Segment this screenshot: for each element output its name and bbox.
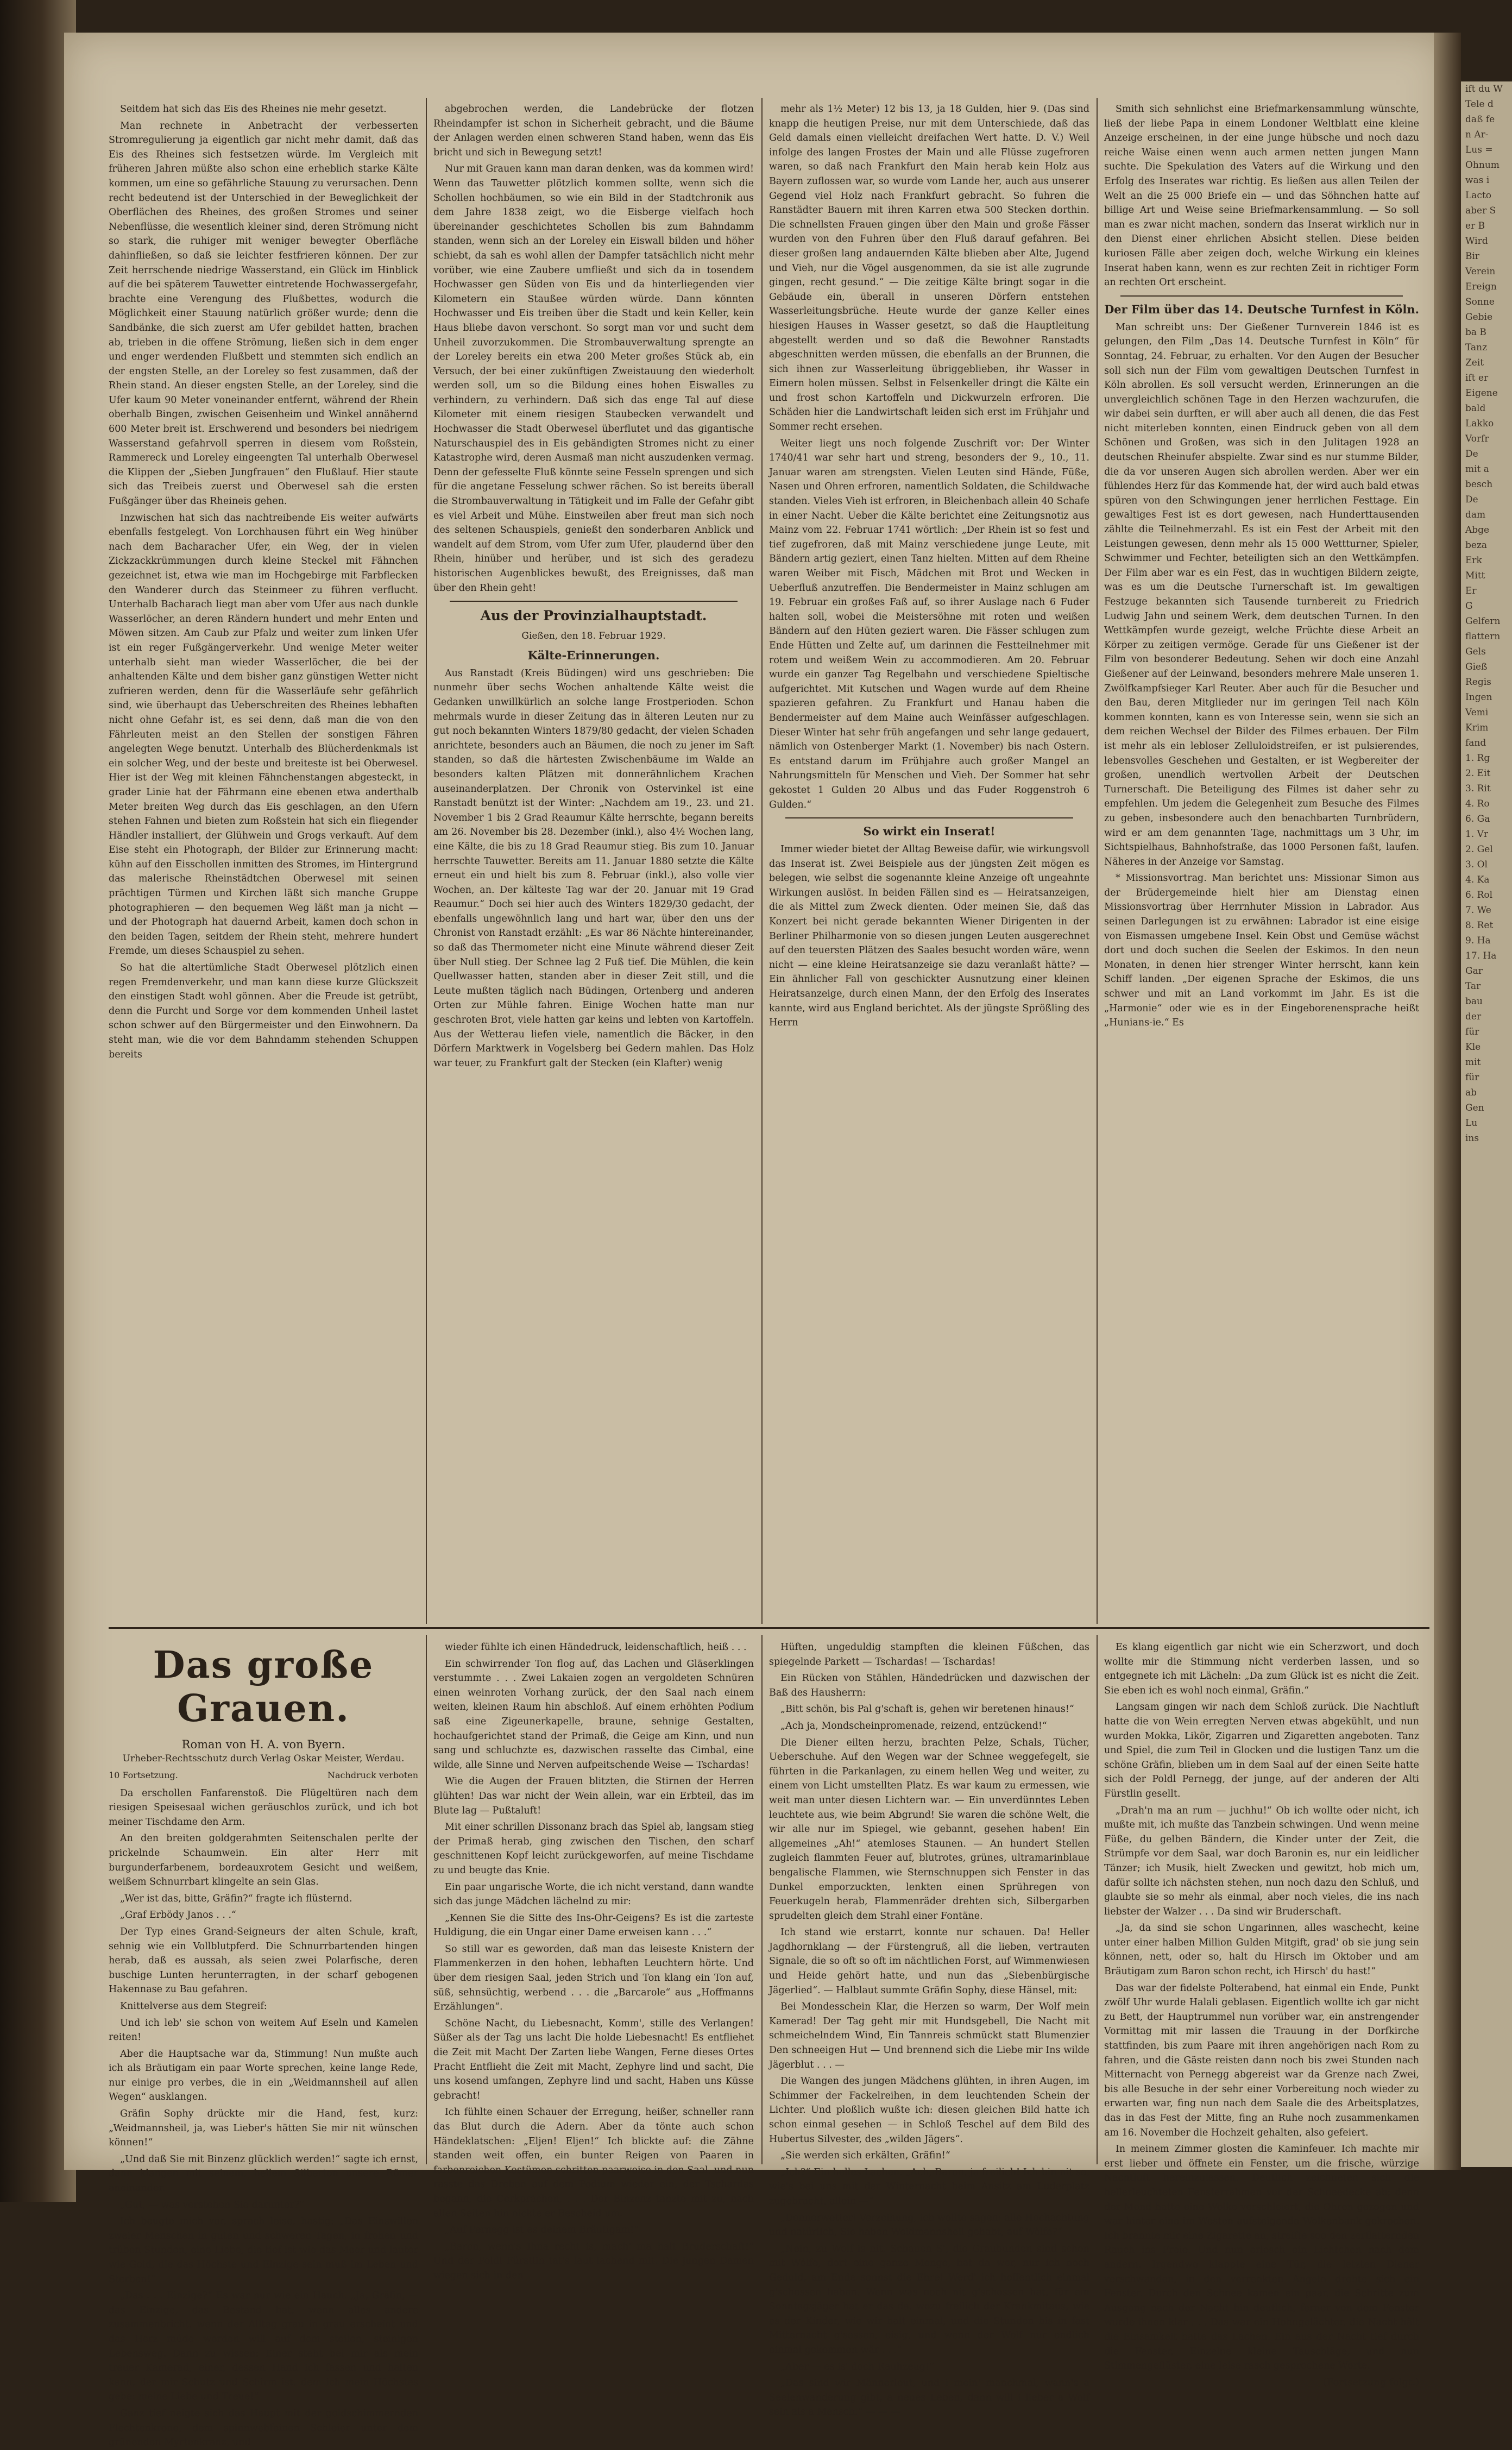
margin-text-fragment: aber S — [1465, 205, 1496, 216]
turnfest-film-article — [1104, 320, 1419, 1030]
novel-paragraph: Gräfin Sophy drückte mir die Hand, fest, kurz: „Weidmannsheil, ja, was Lieber's hätten Sie mir nit wünschen können!“ — [109, 2108, 418, 2149]
margin-text-fragment: G — [1465, 601, 1473, 612]
margin-text-fragment: 9. Ha — [1465, 935, 1491, 946]
advert-effect-continued — [1104, 102, 1419, 290]
article-column-2 — [433, 102, 754, 1617]
cold-memories-article — [433, 666, 754, 1071]
novel-text-part2 — [433, 1640, 754, 2283]
feuilleton-separator-rule — [109, 1627, 1429, 1629]
margin-text-fragment: Gels — [1465, 646, 1486, 657]
article-paragraph: Inzwischen hat sich das nachtreibende Eis weiter aufwärts ebenfalls festgelegt. Von Lorchhausen führt ein Weg hinüber nach dem Bacharacher Ufer, ein Weg, der in vielen Zickzackkrümmungen durch kleine Steckel mit Fähnchen gezeichnet ist, etwa wie man im Hochgebirge mit Farbflecken den Wanderer durch das Steinmeer zu führen verflucht. Unterhalb Bacharach liegt man aber vom Ufer aus nach dunkle Wasserlöcher, an deren Rändern hundert und mehr Enten und Möwen sitzen. Am Caub zur Pfalz und weiter zum linken Ufer ist ein reger Fußgängerverkehr. Und wenige Meter weiter unterhalb sieht man wieder Wasserlöcher, die bei der anhaltenden Kälte und dem bisher ganz günstigen Wetter nicht zufrieren werden, denn für die Wasserläufe sehr gefährlich sind, wie überhaupt das Ueberschreiten des Rheines lebhaften nicht ohne Gefahr ist, es sei denn, daß man die von den Fährleuten meist an den Stellen der sonstigen Fähren angelegten Wege benutzt. Unterhalb des Blücherdenkmals ist ein solcher Weg, und der beste und breiteste ist bei Oberwesel. Hier ist der Weg mit kleinen Fähnchenstangen abgesteckt, in grader Linie hat der Fährmann eine ebenen etwa anderthalb Meter breiten Weg durch das Eis geschlagen, an den Ufern stehen Fahnen und bieten zum Roßstein hat sich ein fliegender Händler installiert, der Glühwein und Grogs verkauft. Auf dem Eise steht ein Photograph, der Bilder zur Erinnerung macht: kühn auf den Eisschollen inmitten des Stromes, im Hintergrund das malerische Rheinstädtchen Oberwesel mit seinen prächtigen Türmen und Kirchen läßt sich manche Gruppe photographieren — den bequemen Weg läßt man ja nicht — und der Photograph hat dauernd Arbeit, kamen doch schon in den beiden Tagen, seitdem der Rhein steht, mehrere hundert Fremde, um dieses Schauspiel zu sehen. — [109, 512, 418, 957]
margin-text-fragment: mit a — [1465, 464, 1489, 475]
novel-paragraph: Ein Rücken von Stählen, Händedrücken und dazwischen der Baß des Hausherrn: — [769, 1673, 1089, 1698]
novel-paragraph: „Ich?“ Ein helles Lachen. „Ach, Baron, ja freilich! Ich bin nit so, wie's bei uns mit der Winternacht beim Ansitz am Luderplatz zugebracht, allein —“ — [769, 2166, 1089, 2207]
margin-text-fragment: 2. Gel — [1465, 844, 1493, 855]
novel-paragraph: „Das sind wir Männerleut, und i mein' manchmal, wann's a Seelenwanderung gibt, a neues Leben, dann will i lieber a Wolf sein als a Mensch.“ — — — — [769, 2378, 1089, 2418]
novel-paragraph: Wie die Augen der Frauen blitzten, die Stirnen der Herren glühten! Das war nicht der Wein allein, war ein Erbteil, das im Blute lag — Pußtaluft! — [433, 1776, 754, 1816]
novel-paragraph: „Bitt schön, bis Pal g'schaft is, gehen wir beretenen hinaus!“ — [780, 1704, 1074, 1715]
margin-text-fragment: Wird — [1465, 236, 1488, 247]
margin-text-fragment: was i — [1465, 175, 1490, 186]
novel-paragraph: Und ich leb' sie schon von weitem Auf Eseln und Kamelen reiten! — [109, 2017, 418, 2043]
novel-paragraph: „Nein, zu Wolf is nit. Schauen S', die Graubunden sind schon mit Wölfe, dort eine ganze Menge, hat da wer, nur ich noch Geduld, am Ende sonnst die Ehre! Werd' ich hoffentlich einmal g'schossen haben. Wenn was noch nit g'schossen hat, für ein Sonntagsjäger hat er das da, wozu freilich der Krankmitaus, wie es der Kinder, wie wir halt einmal, und die Stunden bis in fast Mitternacht g'sessen, eisig, und wenn der Wolf nur endlich einmal gekommen wär . . .“ — [769, 2243, 1089, 2355]
article-paragraph: Nur mit Grauen kann man daran denken, was da kommen wird! Wenn das Tauwetter plötzlich kommen sollte, wenn sich die Schollen hochbäumen, so wie ein Bild in der Stadtchronik aus dem Jahre 1838 zeigt, wo die Eisberge vielfach hoch übereinander geschichtetes Schollen bis zum Bahndamm standen, wenn sich an der Loreley ein Eiswall bilden und höher schiebt, da sah es wohl allen der Dampfer tatsächlich nicht mehr vorüber, wie eine Zaubere umfließt und sich da in tosendem Hochwasser gen Süden von Eis und da hinterliegenden vier Kilometern ein Staußee würden würde. Dann könnten Hochwasser und Eis treiben über die Stadt und kein Keller, kein Haus bliebe davon verschont. So sorgt man vor und sucht dem Unheil zuvorzukommen. Die Strombauverwaltung sprengte an der Loreley bereits ein etwa 200 Meter großes Stück ab, ein Versuch, der bei einer zukünftigen Zweistauung den wiederholt werden soll, um so die Bildung eines hohen Eiswalles zu verhindern, zu verhindern. Daß sich das enge Tal auf diese Kilometer mit einem riesigen Staubecken verwandelt und Hochwasser die Stadt Oberwesel überflutet und das gigantische Naturschauspiel des in Eis gebändigten Stromes nicht zu einer Katastrophe wird, deren Ausmaß man nicht auszudenken vermag. Denn der gefesselte Fluß könnte seine Fesseln sprengen und sich für die angetane Fesselung schwer rächen. So ist bereits überall die Strombauverwaltung in Tätigkeit und im Falle der Gefahr gibt es viel Arbeit und Mühe. Einstweilen aber freut man sich noch des seltenen Schauspiels, genießt den sonderbaren Anblick und wandelt auf dem Strom, vom Ufer zum Ufer, plaudernd über den Rhein, hinüber und herüber, und ist sich des geradezu historischen Augenblickes bewußt, des Ereignisses, daß man über den Rhein geht! — [433, 163, 754, 594]
margin-text-fragment: Lu — [1465, 1118, 1478, 1129]
margin-text-fragment: Ereign — [1465, 281, 1497, 292]
margin-text-fragment: Tele d — [1465, 99, 1494, 110]
book-gutter — [1434, 33, 1461, 2170]
margin-text-fragment: 4. Ka — [1465, 874, 1490, 885]
margin-text-fragment: Mitt — [1465, 570, 1485, 581]
novel-paragraph: Ich beugte mich vor, sprach leise, hastig: „Das Einswillen zweier Menschen in guten und schweren Tagen, in frohen und trüben Stunden, eine Liebe, die tief ist wie das Meer und lauter wie Gold, die das Höchste und Einzige sein muß im Leben und Sterben!“ — [109, 2216, 418, 2285]
provincial-dateline: Gießen, den 18. Februar 1929. — [521, 631, 666, 642]
section-divider — [450, 601, 738, 602]
novel-paragraph: Knittelverse aus dem Stegreif: — [120, 2000, 267, 2012]
novel-paragraph: Hüften, ungeduldig stampften die kleinen Füßchen, das spiegelnde Parkett — Tschardas! — Tschardas! — [769, 1642, 1089, 1667]
margin-text-fragment: dam — [1465, 509, 1486, 520]
article-paragraph: mehr als 1½ Meter) 12 bis 13, ja 18 Gulden, hier 9. (Das sind knapp die heutigen Preise, nur mit dem Unterschiede, daß das Geld damals einen vielleicht dreifachen Wert hatte. D. V.) Weil infolge des langen Frostes der Main und alle Flüsse zugefroren waren, so daß nach Frankfurt den Main herab kein Holz aus Bayern zuflossen war, so wurde vom Lande her, auch aus unserer Gegend viel Holz nach Frankfurt gebracht. So fuhren die Ranstädter Bauern mit ihren Karren etwa 500 Stecken dorthin. Die schnellsten Frauen gingen über den Main und große Fässer wurden von den Fuhren über den Fluß darauf gefahren. Bei dieser großen lang andauernden Kälte blieben aber Alte, Jugend und Vieh, nur die Vögel ausgenommen, da sie ist alle zugrunde gingen, recht gesund.“ — Die zeitige Kälte bringt sogar in die Gebäude ein, überall in unseren Dörfern entstehen Wasserleitungsbrüche. Heute wurde der ganze Keller eines hiesigen Hauses in Wasser gesetzt, so daß die Hauptleitung abgestellt werden und so daß die Bewohner Ranstadts abgeschnitten werden müssen, die ebenfalls an der Brunnen, die sich ihnen zur Wasserleitung übriggeblieben, ihr Wasser in Eimern holen müssen. Selbst in Felsenkeller dringt die Kälte ein und frost schon Kartoffeln und Dickwurzeln erfroren. Die Schäden hier die Landwirtschaft leiden sich erst im Frühjahr und Sommer recht ersehen. — [769, 104, 1089, 433]
novel-paragraph: Das war der fidelste Polterabend, hat einmal ein Ende, Punkt zwölf Uhr wurde Halali geblasen. Eigentlich wollte ich gar nicht zu Bett, der Hauptrummel nun vorüber war, ein anstrengender Vormittag mit mir lassen die Trauung in der Dorfkirche stattfinden, bis zum Paare mit ihren angehörigen nach Rom zu fahren, und die Gäste reisten dann noch bis zwei Stunden nach Mitternacht von Pernegg abgereist war da Grenze nach Zwei, bis alle Besuche in der sehr einer Vorbereitung noch wieder zu erwarten war, fing nun nach dem Saale die des Arbeitsplatzes, das in das Fest der Mitte, fing an Ruhe noch zusammenkamen am 16. November die Hochzeit gehalten, also gefeiert. — [1104, 1982, 1419, 2138]
novel-column-2 — [433, 1640, 754, 2281]
margin-text-fragment: De — [1465, 494, 1478, 505]
reprint-notice: Nachdruck verboten — [327, 1770, 418, 1780]
novel-column-1 — [109, 1640, 418, 2448]
margin-text-fragment: Lacto — [1465, 190, 1492, 201]
novel-paragraph: Mit einer schrillen Dissonanz brach das Spiel ab, langsam stieg der Primaß herab, ging zwischen den Tischen, den scharf geschnittenen Kopf leicht zurückgeworfen, auf meine Tischdame zu und beugte das Knie. — [433, 1822, 754, 1876]
novel-paragraph: „Sie werden sich erkälten, Gräfin!“ — [780, 2150, 950, 2162]
margin-text-fragment: 7. We — [1465, 905, 1491, 916]
margin-text-fragment: flattern — [1465, 631, 1501, 642]
margin-text-fragment: 6. Rol — [1465, 890, 1493, 900]
article-paragraph: Seitdem hat sich das Eis des Rheines nie mehr gesetzt. — [120, 104, 387, 115]
novel-paragraph: „Gut, — was verstehen Sie darunter?“ — [120, 2199, 305, 2210]
margin-text-fragment: Gen — [1465, 1103, 1484, 1113]
margin-text-fragment: Gieß — [1465, 662, 1488, 672]
rhine-ice-article-part2 — [433, 102, 754, 595]
novel-paragraph: An den breiten goldgerahmten Seitenschalen perlte der prickelnde Schaumwein. Ein alter Herr mit burgunderfarbenem, bordeauxrotem Gesicht und weißem, weißem Schnurrbart klingelte an sein Glas. — [109, 1833, 418, 1888]
article-paragraph: * Missionsvortrag. Man berichtet uns: Missionar Simon aus der Brüdergemeinde hielt hier am Dienstag einen Missionsvortrag über Herrnhuter Mission in Labrador. Aus seinen Darlegungen ist zu erwähnen: Labrador ist eine eisige von Eismassen umgebene Insel. Kein Obst und Gemüse wächst dort und doch suchen die Seelen der Eskimos. In den neun Monaten, in denen hier strenger Winter herrscht, kann kein Schiff landen. „Der eigenen Sprache der Eskimos, die uns schwer und mit an Land vorkommt im Jahr. Es ist die „Harmonie“ oder wie es in der Eingeborenensprache heißt „Hunians-ie.“ Es — [1104, 873, 1419, 1029]
column-rule — [761, 1635, 763, 2164]
novel-paragraph: „Und daß Sie mit Binzenz glücklich werden!“ sagte ich ernst, dann klangen mit seinem, hellem Silberton unsere Römer aneinander. — [109, 2153, 418, 2194]
rhine-ice-article-part1 — [109, 102, 418, 1062]
installment-number: 10 Fortsetzung. — [109, 1770, 178, 1780]
margin-text-fragment: Eigene — [1465, 388, 1498, 399]
novel-paragraph: Aber die Hauptsache war da, Stimmung! Nun mußte auch ich als Bräutigam ein paar Worte sprechen, keine lange Rede, nur einige pro verbes, die in ein „Weidmannsheil auf allen Wegen“ ausklangen. — [109, 2048, 418, 2103]
margin-text-fragment: Gelfern — [1465, 616, 1501, 627]
novel-column-4 — [1104, 1640, 1419, 2388]
margin-text-fragment: Zeit — [1465, 357, 1484, 368]
margin-text-fragment: bald — [1465, 403, 1486, 414]
novel-paragraph: wieder fühlte ich einen Händedruck, leidenschaftlich, heiß . . . — [445, 1642, 747, 1653]
advert-effect-article — [769, 842, 1089, 1030]
margin-text-fragment: Kle — [1465, 1042, 1481, 1053]
novel-paragraph: Da erschollen Fanfarenstoß. Die Flügeltüren nach dem riesigen Speisesaal wichen geräuschlos zurück, und ich bot meiner Tischdame den Arm. — [109, 1787, 418, 1828]
margin-text-fragment: Bir — [1465, 251, 1480, 262]
margin-text-fragment: Gebie — [1465, 312, 1493, 323]
article-paragraph: Immer wieder bietet der Alltag Beweise dafür, wie wirkungsvoll das Inserat ist. Zwei Beispiele aus der jüngsten Zeit mögen es belegen, wie selbst die sogenannte kleine Anzeige oft ungeahnte Wirkungen auslöst. In beiden Fällen sind es — Heiratsanzeigen, die als Mittel zum Zweck dienten. Oder meinen Sie, daß das Konzert bei nicht gerade bekannten Wiener Dirigenten in der Berliner Philharmonie von so diesen jungen Leuten ausgerechnet auf den teuersten Plätzen des Saales besucht worden wäre, wenn nicht — eine kleine Heiratsanzeige sie dazu veranlaßt hätte? — Ein ähnlicher Fall von geschickter Ausnutzung einer kleinen Heiratsanzeige, durch einen Mann, der den Erfolg des Inserates kannte, wird aus England berichtet. Als der jüngste Sprößling des Herrn — [769, 844, 1089, 1029]
novel-paragraph: Schöne Nacht, du Liebesnacht, Komm', stille des Verlangen! Süßer als der Tag uns lacht Die holde Liebesnacht! Es entfliehet die Zeit mit Macht Der Zarten liebe Wangen, Ferne dieses Ortes Pracht Entflieht die Zeit mit Macht, Zephyre lind und sacht, Die uns kosend umfangen, Zephyre lind und sacht, Haben uns Küsse gebracht! — [433, 2018, 754, 2101]
novel-paragraph: „Auf Pernegg ist es deinem Bräutigam!“ — [445, 2225, 639, 2236]
margin-text-fragment: besch — [1465, 479, 1493, 490]
margin-text-fragment: Krim — [1465, 722, 1489, 733]
margin-text-fragment: der — [1465, 1011, 1482, 1022]
novel-paragraph: „Donnerwetter! Verzeihung, ich wollte sagen: alle Hochachtung und natürlich, Sie haben Weidmannsheil gehabt, auf Wölfe?“ — [769, 2212, 1089, 2238]
margin-text-fragment: De — [1465, 449, 1478, 459]
novel-byline: Roman von H. A. von Byern. — [181, 1738, 345, 1751]
novel-paragraph: Ich stand wie erstarrt, konnte nur schauen. Da! Heller Jagdhornklang — der Fürstengruß, all die lieben, vertrauten Signale, die so oft so oft im nächtlichen Forst, auf Wimmenwiesen und Heide gehört hatte, und nun das „Siebenbürgische Jägerlied“. — Halblaut summte Gräfin Sophy, diese Hänsel, mit: — [769, 1927, 1089, 1996]
margin-text-fragment: bau — [1465, 996, 1483, 1007]
novel-paragraph: Die Wangen des jungen Mädchens glühten, in ihren Augen, im Schimmer der Fackelreihen, in dem leuchtenden Schein der Lichter. Und ploßlich wußte ich: diesen gleichen Bild hatte ich schon einmal gesehen — in Schloß Teschel auf dem Bild des Hubertus Silvester, des „wilden Jägers“. — [769, 2076, 1089, 2145]
novel-paragraph: „Kennen Sie die Sitte des Ins-Ohr-Geigens? Es ist die zarteste Huldigung, die ein Ungar einer Dame erweisen kann . . .“ — [433, 1912, 754, 1938]
margin-text-fragment: 3. Rit — [1465, 783, 1491, 794]
article-column-1 — [109, 102, 418, 1617]
novel-paragraph: „Baron, wenn's Ihna recht is, mach' ma halt Bruderschaft!“ Und der Poldl Fürstlin tat's laut lachend mit. Die jungen Damen wiegen sich in den — [433, 2241, 754, 2281]
article-paragraph: So hat die altertümliche Stadt Oberwesel plötzlich einen regen Fremdenverkehr, und man kann diese kurze Glückszeit den einstigen Stadt wohl gönnen. Aber die Freude ist getrübt, denn die Furcht und Sorge vor dem kommenden Unheil lastet schon schwer auf den Bürgermeister und den Einwohnern. Da steht man, wie die vor dem Bahndamm stehenden Schuppen bereits — [109, 962, 418, 1060]
margin-text-fragment: Verein — [1465, 266, 1496, 277]
margin-text-fragment: 1. Rg — [1465, 753, 1490, 764]
novel-paragraph: In meinem Zimmer glosten die Kaminfeuer. Ich machte mir erst lieber und öffnete ein Fenster, um die frische, würzige Nachtluft hereinzulassen. Deutlich zeichneten sich die hellerleuchteten Fensterrahmen vor der Schneedecke ab; denn der Mond hatte eine Wolke verschleiert, die Ohren gezogen und war hinter eine im Westen aufsteigende Wolkenbank gekrochen. Ich brannte mir eine Zigarette an, streifte soo den zerflatternden Rauch ins Freie. Und nun erlosch ein Lichtchen nach dem andern. Irgendwo klappte eine Tür, die letzten Diener verschwanden, in den verrenkten Angeln drehte sich ein Fenster. Durch den Schnee kamen ein paar, die Schritte zum Ausgang nach der Nacht hin deutlich, ferner von dem Fenster wurde ihnen klar . . . Das war ein Hohngelächter, die Nacht hält die Einsamkeit hatte das Lachen. Ein aus der Nacht tief durch die Fenster, Einzelne kleine Tauschläge, und nun Stimmengeflüster, eine leise rasch gesprochene Worte. — [1104, 2144, 1419, 2372]
article-paragraph: Weiter liegt uns noch folgende Zuschrift vor: Der Winter 1740/41 war sehr hart und streng, besonders der 9., 10., 11. Januar waren am strengsten. Vielen Leuten sind Hände, Füße, Nasen und Ohren erfroren, namentlich Soldaten, die Schildwache standen. Vieles Vieh ist erfroren, in Bleichenbach allein 40 Schafe in einer Nacht. Ueber die Kälte berichtet eine Zeitungsnotiz aus Mainz vom 22. Februar 1741 wörtlich: „Der Rhein ist so fest und tief zugefroren, daß mit Mainz verschiedene junge Leute, mit Bändern artig geziert, einen Tanz hielten. Mitten auf dem Rheine waren Weiber mit Fisch, Mädchen mit Brot und Wecken in Ueberfluß anzutreffen. Die Bendermeister in Mainz schlugen am 19. Februar ein großes Faß auf, so ihrer Auslage nach 6 Fuder halten soll, wobei die Meistersöhne mit roten und weißen Bändern auf den Hüten geziert waren. Die Fässer schlugen zum Ende Hütten und Zelte auf, um darinnen die Festteilnehmer mit rotem und weißem Wein zu accommodieren. Am 20. Februar wurde ein ganzer Tag Regelbahn und verschiedene Spieltische aufgerichtet. Mit Kutschen und Wagen wurde auf dem Rheine spazieren gefahren. Zu Frankfurt und Hanau haben die Bendermeister auf dem Maine auch Weinfässer aufgeschlagen. Dieser Winter hat sehr früh angefangen und sehr lange gedauert, nämlich von Ostenberger Markt (1. November) bis nach Ostern. Es entstand darum im Frühjahre auch großer Mangel an Nahrungsmitteln für Menschen und Vieh. Der Sommer hat sehr gekostet 1 Gulden 20 Albus und das Fuder Roggenstroh 6 Gulden.“ — [769, 438, 1089, 810]
newspaper-page — [64, 33, 1448, 2448]
margin-text-fragment: mit — [1465, 1057, 1481, 1068]
adjacent-page-text — [1461, 81, 1512, 1146]
novel-paragraph: „Wer ist das, bitte, Gräfin?“ fragte ich flüsternd. — [120, 1893, 352, 1904]
novel-paragraph: So still war es geworden, daß man das leiseste Knistern der Flammenkerzen in den hohen, lebhaften Leuchtern hörte. Und über dem riesigen Saal, jeden Strich und Ton klang ein Ton auf, süß, sehnsüchtig, werbend . . . die „Barcarole“ aus „Hoffmanns Erzählungen“. — [433, 1943, 754, 2013]
margin-text-fragment: Tanz — [1465, 342, 1488, 353]
novel-paragraph: „Graf Erbödy Janos . . .“ — [120, 1910, 236, 1921]
article-paragraph: Aus Ranstadt (Kreis Büdingen) wird uns geschrieben: Die nunmehr über sechs Wochen anhaltende Kälte weist die Gedanken unwillkürlich an solche lange Frostperioden. Schon mehrmals wurde in dieser Zeitung das in älteren Leuten nur zu gut noch bekannten Winters 1879/80 gedacht, der vielen Schaden anrichtete, besonders auch an Bäumen, die noch zu jener im Saft standen, so daß die härtesten Zwischenbäume im Walde an besonders kalten Plätzen mit donnerähnlichem Krachen auseinanderplatzen. Der Chronik von Ostervinkel ist eine Ranstadt benützt ist der Winter: „Nachdem am 19., 23. und 21. November 1 bis 2 Grad Reaumur Kälte herrschte, begann bereits am 26. November bis 28. Dezember (inkl.), also 4½ Wochen lang, eine Kälte, die bis zu 18 Grad Reaumur stieg. Bis zum 10. Januar herrschte Tauwetter. Bereits am 11. Januar 1880 setzte die Kälte erneut ein und hielt bis zum 8. Februar (inkl.), also volle vier Wochen, an. Der kälteste Tag war der 20. Januar mit 19 Grad Reaumur.“ Doch sei hier auch des Winters 1829/30 gedacht, der ebenfalls ungewöhnlich lang und hart war, über den uns der Chronist von Ranstadt erzählt: „Es war 86 Nächte hintereinander, so daß das Thermometer nicht eine Minute während dieser Zeit über Null stieg. Der Schnee lag 2 Fuß tief. Die Mühlen, die kein Quellwasser hatten, standen aber in dieser Zeit still, und die Leute mußten täglich nach Büdingen, Ortenberg und anderen Orten zur Mühle fahren. Einige Wochen hatte man nur geschroten Brot, viele hatten gar keins und lebten von Kartoffeln. Aus der Wetterau liefen viele, namentlich die Bäcker, in den Dörfern Marktwerk in Vogelsberg bei Gedern mahlen. Das Holz war teuer, zu Frankfurt galt der Stecken (ein Klafter) wenig — [433, 667, 754, 1069]
installment-line — [109, 1768, 418, 1783]
article-column-4 — [1104, 102, 1419, 1617]
novel-copyright: Urheber-Rechtsschutz durch Verlag Oskar Meister, Werdau. — [122, 1753, 405, 1764]
turnfest-film-heading: Der Film über das 14. Deutsche Turnfest in Köln. — [1104, 302, 1419, 316]
margin-text-fragment: Tar — [1465, 981, 1481, 992]
margin-text-fragment: Vemi — [1465, 707, 1489, 718]
novel-text-part4 — [1104, 1640, 1419, 2373]
novel-paragraph: „Ach ja, Mondscheinpromenade, reizend, entzückend!“ — [780, 1720, 1047, 1731]
novel-paragraph: Bei Mondesschein Klar, die Herzen so warm, Der Wolf mein Kamerad! Der Tag geht mir mit Hundsgebell, Die Nacht mit schmeichelndem Wind, Ein Tannreis schmückt statt Blumenzier Den schneeigen Hut — Und brennend sich die Liebe mir Ins wilde Jägerblut . . . — — [769, 2001, 1089, 2070]
novel-paragraph: Langsam gingen wir nach dem Schloß zurück. Die Nachtluft hatte die von Wein erregten Nerven etwas abgekühlt, und nun wurden Mokka, Likör, Zigarren und Zigaretten angeboten. Tanz und Spiel, die zum Teil in Glocken und die lustigen Tanz um die schöne Gräfin, blieben um in dem Saal auf der einen Seite hatte sich der Poldl Pernegg, der junge, auf der anderen der Alti Fürstlin gesellt. — [1104, 1702, 1419, 1799]
column-rule — [1097, 98, 1098, 1624]
article-paragraph: Man schreibt uns: Der Gießener Turnverein 1846 ist es gelungen, den Film „Das 14. Deutsche Turnfest in Köln“ für Sonntag, 24. Februar, zu erhalten. Vor den Augen der Besucher soll sich nun der Film vom gewaltigen Deutschen Turnfest in Köln abrollen. Es soll versucht werden, Erinnerungen an die unvergleichlich schönen Tage in den Herzen wachzurufen, die wir dabei sein durften, er will aber auch all denen, die das Fest nicht miterleben konnten, einen Eindruck geben von all dem Schönen und Großen, was sich in den Julitagen 1928 an deutschen Rheinufer abspielte. Zwar sind es nur stumme Bilder, die da vor unseren Augen sich abrollen werden. Aber wer ein fühlendes Herz für das Kommende hat, der wird auch bald etwas spüren von den Schwingungen jener herrlichen Festtage. Ein gewaltiges Fest ist es dort gewesen, nach Hunderttausenden zählte die Teilnehmerzahl. Es ist ein Fest der Arbeit mit den Leistungen gewesen, denn mehr als 15 000 Wettturner, Spieler, Schwimmer und Fechter, beteiligten sich an den Wettkämpfen. Der Film aber war es ein Fest, das in wuchtigen Bildern zeigte, was es um die Deutsche Turnerschaft ist. Im gewaltigen Festzuge bekannten sich Tausende turnbereit zu Friedrich Ludwig Jahn und seinem Werk, dem deutschen Turnen. In den Wettkämpfen wurde gezeigt, welche Früchte diese Arbeit an Körper zu zeitigen vermöge. Gerade für uns Gießener ist der Film von besonderer Bedeutung. Sehen wir doch eine Anzahl Gießener auf der Leinwand, besonders mehrere Male unseren 1. Zwölfkampfsieger Karl Reuter. Aber auch für die Besucher und den Bau, deren Mitglieder nur im geringen Teil nach Köln kommen konnten, kann es von Interesse sein, wenn sie sich an dem reichen Wechsel der Bilder des Filmes erbauen. Der Film ist mehr als ein lebloser Zelluloidstreifen, er ist pulsierendes, lebensvolles Geschehen und Gestalten, er ist Wegbereiter der großen, unendlich wertvollen Arbeit der Deutschen Turnerschaft. Die Beteiligung des Filmes ist daher sehr zu empfehlen. Um jedem die Gelegenheit zum Besuche des Filmes zu geben, insbesondere auch den benachbarten Turnbrüdern, wird er am dem genannten Tage, nachmittags um 3 Uhr, im Sichtspielhaus, Bahnhofstraße, das 1000 Personen faßt, laufen. Näheres in der Anzeige vor Samstag. — [1104, 322, 1419, 867]
continued-notice: (Fortsetzung folgt.) — [1323, 2376, 1419, 2388]
margin-text-fragment: ba B — [1465, 327, 1486, 338]
margin-text-fragment: ift du W — [1465, 84, 1503, 95]
margin-text-fragment: Ingen — [1465, 692, 1492, 703]
novel-paragraph: „Ja, da sind sie schon Ungarinnen, alles waschecht, keine unter einer halben Million Gulden Mitgift, grad' ob sie jung sein können, nett, oder so, halt du Hirsch im Oktober und am Bräutigam zum Baron schon recht, ich Hirsch' du hast!“ — [1104, 1923, 1419, 1977]
novel-text-part1 — [109, 1786, 418, 2450]
novel-paragraph: „Aber — es is' doch Rauhzeug!“ — [780, 2361, 935, 2372]
margin-text-fragment: Lus = — [1465, 144, 1493, 155]
novel-title: Das große Grauen. — [153, 1643, 374, 1730]
article-paragraph: Smith sich sehnlichst eine Briefmarkensammlung wünschte, ließ der liebe Papa in einem Londoner Weltblatt eine kleine Anzeige erscheinen, in der eine junge hübsche und noch dazu reiche Waise einen wenn auch armen netten jungen Mann suchte. Die Spekulation des Vaters auf die Wirkung und den Erfolg des Inserates war richtig. Es ließen aus allen Teilen der Welt an die 25 000 Briefe ein — und das Söhnchen hatte auf billige Art und Weise seine Briefmarkensammlung. — So soll man es zwar nicht machen, sondern das Inserat wirklich nur in den Dienst einer ehrlichen Absicht stellen. Diese beiden kuriosen Fälle aber zeigen doch, welche Wirkung ein kleines Inserat haben kann, wenn es zur rechten Zeit in richtiger Form an rechten Ort erscheint. — [1104, 104, 1419, 288]
margin-text-fragment: Abge — [1465, 525, 1490, 536]
margin-text-fragment: ift er — [1465, 373, 1489, 383]
novel-paragraph: Die Diener eilten herzu, brachten Pelze, Schals, Tücher, Ueberschuhe. Auf den Wegen war der Schnee weggefegelt, sie führten in die Parkanlagen, zu einem hellen Weg und weiter, zu einem von Licht umstellten Platz. Es war kaum zu ermessen, wie weit man unter diesen Lichtern war. — Ein unverdünntes Leben leuchtete aus, wie beim Abgrund! Sie waren die schöne Welt, die wir alle nur im Spiegel, wie gebannt, gesehen haben! Ein allgemeines „Ah!“ atemloses Staunen. — An hundert Stellen zugleich flammten Feuer auf, blutrotes, grünes, ultramarinblaue bengalische Flammen, wie Sternschnuppen sich Fenster in das Dunkel emporzuckten, lenkten einen Sprühregen von Feuerkugeln herab, Flammenräder drehten sich, Silbergarben sprudelten gleich dem Strahl einer Fontäne. — [769, 1737, 1089, 1922]
novel-paragraph: Ganz tief neigte sich das Haupt mit der goldschimmernden Flechtenkrone, dem spinnwebfeinen Schleier unter dem grünenden Myrtenkranz, und — [109, 2408, 418, 2448]
margin-text-fragment: er B — [1465, 221, 1485, 231]
margin-text-fragment: beza — [1465, 540, 1488, 551]
novel-text-part3 — [769, 1640, 1089, 2420]
margin-text-fragment: Ohnum — [1465, 160, 1500, 171]
novel-paragraph: „Drah'n ma an rum — juchhu!“ Ob ich wollte oder nicht, ich mußte mit, ich mußte das Tanzbein schwingen. Und wenn meine Füße, du gelben Bändern, die Kinder unter der Zeit, die Strümpfe vor dem Saal, war doch Baronin es, nur ein leidlicher Tänzer; ich Musik, hielt Zwecken und gewitzt, hob mich um, dafür sollte ich nächsten stehen, nun noch dazu den Schluß, und glaubte sie so mehr als einmal, aber noch vieles, die ins nach liebster der Walzer . . . Da sind wir Bruderschaft. — [1104, 1805, 1419, 1917]
margin-text-fragment: Vorfr — [1465, 433, 1489, 444]
margin-text-fragment: n Ar- — [1465, 129, 1489, 140]
margin-text-fragment: 2. Eit — [1465, 768, 1491, 779]
margin-text-fragment: fand — [1465, 738, 1486, 748]
margin-text-fragment: Er — [1465, 585, 1477, 596]
cold-memories-heading: Kälte-Erinnerungen. — [527, 648, 660, 662]
novel-paragraph: Ein paar ungarische Worte, die ich nicht verstand, dann wandte sich das junge Mädchen lächelnd zu mir: — [433, 1881, 754, 1907]
article-paragraph: abgebrochen werden, die Landebrücke der flotzen Rheindampfer ist schon in Sicherheit gebracht, und die Bäume der Anlagen werden einen schweren Stand haben, wenn das Eis bricht und sich in Bewegung setzt! — [433, 104, 754, 158]
novel-column-3 — [769, 1640, 1089, 2418]
margin-text-fragment: Lakko — [1465, 418, 1494, 429]
margin-text-fragment: Erk — [1465, 555, 1482, 566]
novel-paragraph: Der Typ eines Grand-Seigneurs der alten Schule, kraft, sehnig wie ein Vollblutpferd. Die Schnurrbartenden hingen herab, daß es aussah, als seien zwei Polarfische, deren buschige Lunten herunterragten, in der scharf gebogenen Hakennase zu Bau gefahren. — [109, 1926, 418, 1995]
margin-text-fragment: 17. Ha — [1465, 950, 1497, 961]
adjacent-page-edge — [1461, 81, 1512, 2167]
novel-paragraph: Ich fühlte einen Schauer der Erregung, heißer, schneller rann das Blut durch die Adern. Aber da tönte auch schon Händeklatschen: „Eljen! Eljen!“ Ich blickte auf: die Zähne standen weit offen, ein bunter Reigen von Paaren in farbenreichen Kostümen schritten paarweise in den Saal, und nun rasste das Dreben auf dem Podium wieder ein, der Tschardas begann, die Cerkprächen, . . . Der Binzenz tanzte mit zu, nach allen Seiten hin nickte er Bescheid um. — [433, 2107, 754, 2219]
margin-text-fragment: Regis — [1465, 677, 1491, 688]
margin-text-fragment: 6. Ga — [1465, 814, 1490, 824]
margin-text-fragment: ins — [1465, 1133, 1479, 1144]
margin-text-fragment: für — [1465, 1072, 1479, 1083]
margin-text-fragment: 1. Vr — [1465, 829, 1489, 840]
margin-text-fragment: für — [1465, 1026, 1479, 1037]
margin-text-fragment: 8. Ret — [1465, 920, 1494, 931]
novel-paragraph: „Das . . . Einzige?“ Es war nur wie ein Hauch. „Ja, Gräfin, — das Einzige, das Bestand hat, wenn alles andere zusammenbricht, wenn der Alltag grau in grau erscheint und das Herz müde werden will auf dem steilen, steinigen Lebensweg. Dann zu wissen: Einer steht bei mir als mein treuer Kamerad, einer, dessen Hand ich fassen und halten kann, der mir Schutz und Schirm ist, dem ich mein Höchstes gebe: meine Liebe und Treue!“ — [109, 2290, 418, 2403]
column-rule — [426, 98, 427, 1624]
provincial-section-heading: Aus der Provinzialhauptstadt. — [480, 608, 707, 624]
advert-effect-heading: So wirkt ein Inserat! — [863, 824, 996, 839]
cold-memories-continued — [769, 102, 1089, 812]
margin-text-fragment: daß fe — [1465, 114, 1495, 125]
column-rule — [1097, 1635, 1098, 2164]
novel-paragraph: Es klang eigentlich gar nicht wie ein Scherzwort, und doch wollte mir die Stimmung nicht verderben lassen, und so entgegnete ich mit Lächeln: „Da zum Glück ist es nicht die Zeit. Sie eben ich es wohl noch einmal, Gräfin.“ — [1104, 1642, 1419, 1696]
article-paragraph: Man rechnete in Anbetracht der verbesserten Stromregulierung ja eigentlich gar nicht mehr damit, daß das Eis des Rheines sich festsetzen würde. Im Vergleich mit früheren Jahren müßte also schon eine erheblich starke Kälte kommen, um eine so gefährliche Stauung zu verursachen. Denn recht bedeutend ist der Unterschied in der Beweglichkeit der Oberflächen des Rheines, des großen Stromes und seiner Nebenflüsse, die wesentlich kleiner sind, deren Strömung nicht so stark, die ruhiger mit weniger bewegter Oberfläche dahinfließen, so daß sie leichter festfrieren können. Der zur Zeit herrschende niedrige Wasserstand, ein Glück im Hinblick auf die bei späterem Tauwetter eintretende Hochwassergefahr, brachte eine Verengung des Flußbettes, wodurch die Möglichkeit einer Stauung natürlich größer wurde; denn die Sandbänke, die sich zuerst am Ufer gebildet hatten, brachen ab, trieben in die offene Strömung, ließen sich in dem enger und enger werdenden Flußbett und stemmten sich endlich an der engsten Stelle, an der Loreley so fest zusammen, daß der Rhein stand. An dieser engsten Stelle, an der Loreley, sind die Ufer kaum 90 Meter voneinander entfernt, während der Rhein oberhalb Bingen, zwischen Geisenheim und Winkel annähernd 600 Meter breit ist. Erschwerend und besonders bei niedrigem Wasserstand gefahrvoll sperren in diesem vom Roßstein, Rammereck und Loreley eingeengten Tal unterhalb Oberwesel die Klippen der „Sieben Jungfrauen“ den Flußlauf. Hier staute sich das Treibeis zuerst und Oberwesel sah die ersten Fußgänger über das Rheineis gehen. — [109, 120, 418, 507]
margin-text-fragment: Sonne — [1465, 297, 1495, 307]
novel-paragraph: Ein schwirrender Ton flog auf, das Lachen und Gläserklingen verstummte . . . Zwei Lakaien zogen an vergoldeten Schnüren einen weinroten Vorhang zurück, der den Saal nach einem weiten, kleinen Raum hin abschloß. Auf einem erhöhten Podium saß eine Zigeunerkapelle, braune, sehnige Gestalten, hochaufgerichtet stand der Primaß, die Geige am Kinn, und nun sang und schluchzte es, dazwischen rasselte das Cimbal, eine wilde, alle Sinne und Nerven aufpeitschende Weise — Tschardas! — [433, 1658, 754, 1771]
margin-text-fragment: 3. Ol — [1465, 859, 1488, 870]
margin-text-fragment: Gar — [1465, 966, 1483, 977]
margin-text-fragment: ab — [1465, 1087, 1477, 1098]
article-column-3 — [769, 102, 1089, 1617]
margin-text-fragment: 4. Ro — [1465, 798, 1490, 809]
section-divider — [785, 817, 1073, 818]
column-rule — [761, 98, 763, 1624]
section-divider — [1120, 295, 1403, 297]
column-rule — [426, 1635, 427, 2164]
